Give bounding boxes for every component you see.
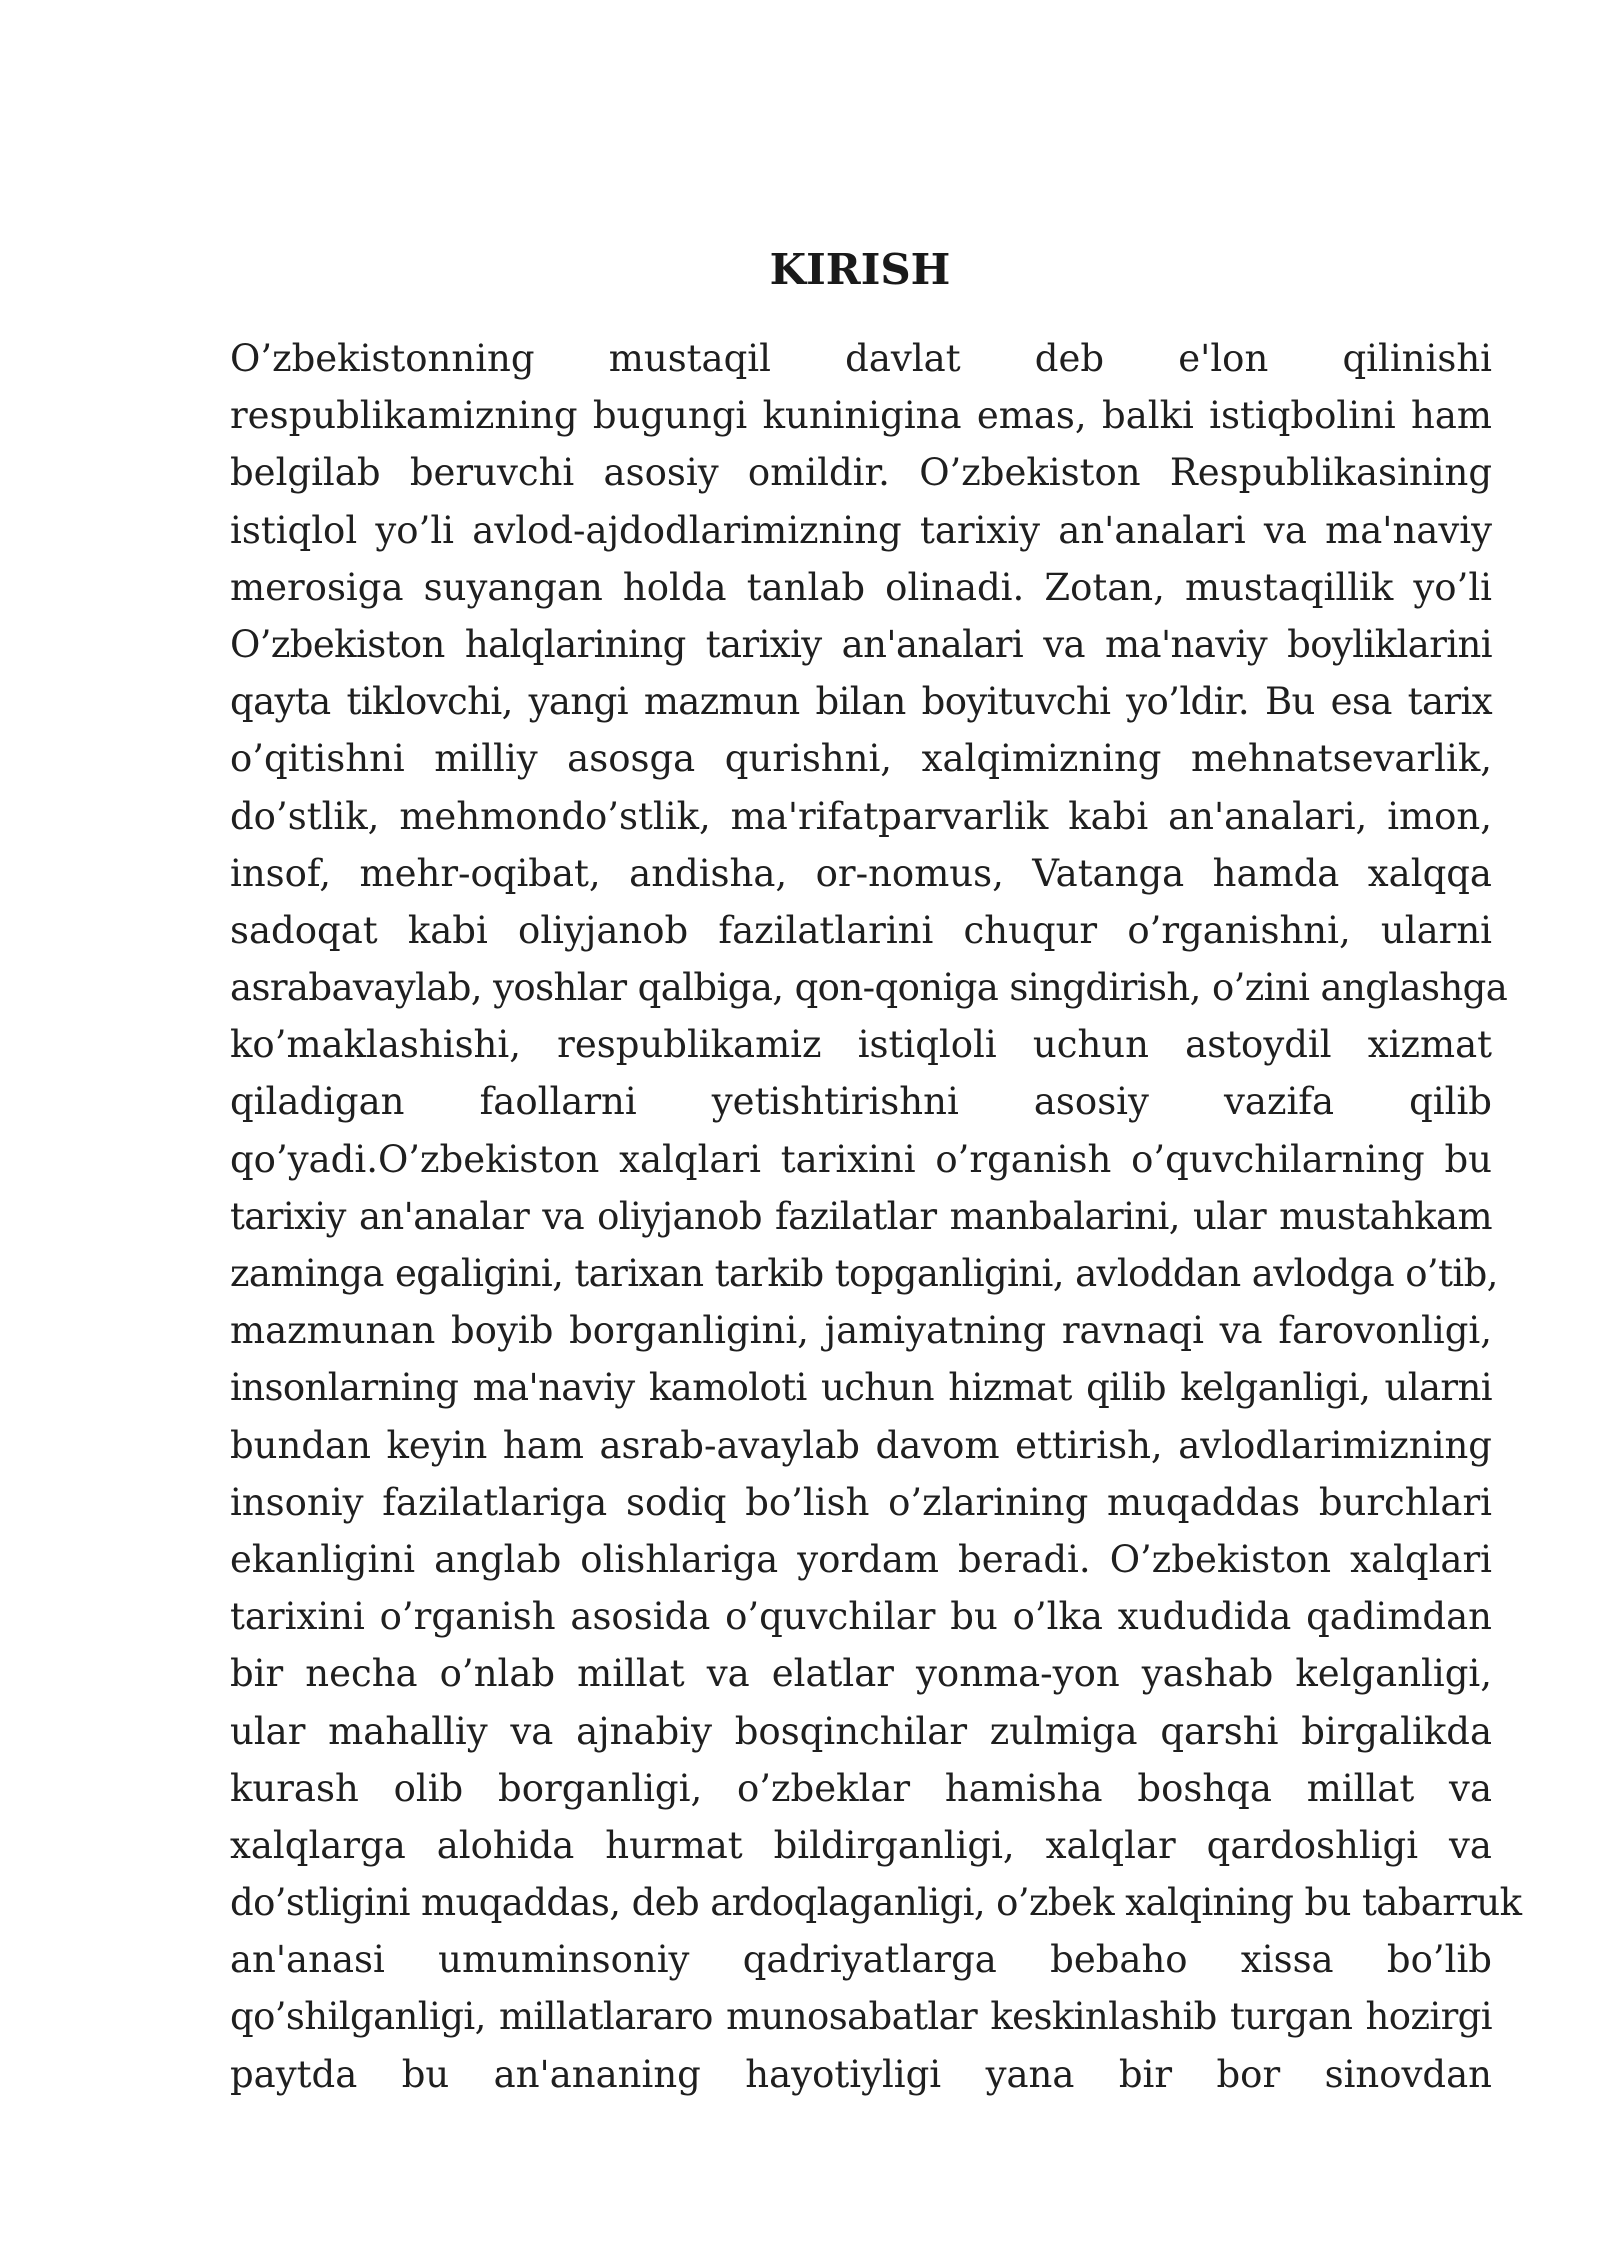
text-line: zaminga egaligini, tarixan tarkib topganligini, avloddan avlodga o’tib, xyxy=(230,1252,1498,1295)
section-title: KIRISH xyxy=(769,245,951,294)
text-line: xalqlarga alohida hurmat bildirganligi, xalqlar qardoshligi va xyxy=(230,1823,1492,1867)
text-line: merosiga suyangan holda tanlab olinadi. Zotan, mustaqillik yo’li xyxy=(230,565,1492,609)
text-line: qo’shilganligi, millatlararo munosabatlar keskinlashib turgan hozirgi xyxy=(230,1995,1492,2039)
body-paragraph xyxy=(230,330,1522,2103)
text-line: do’stligini muqaddas, deb ardoqlaganligi, o’zbek xalqining bu tabarruk xyxy=(230,1881,1522,1925)
text-line: O’zbekistonning mustaqil davlat deb e'lon qilinishi xyxy=(230,337,1492,380)
text-line: qo’yadi.O’zbekiston xalqlari tarixini o’rganish o’quvchilarning bu xyxy=(230,1137,1492,1181)
text-line: tarixini o’rganish asosida o’quvchilar bu o’lka xududida qadimdan xyxy=(230,1595,1492,1639)
text-line: tarixiy an'analar va oliyjanob fazilatlar manbalarini, ular mustahkam xyxy=(230,1194,1492,1238)
text-line: O’zbekiston halqlarining tarixiy an'analari va ma'naviy boyliklarini xyxy=(230,622,1492,666)
text-line: o’qitishni milliy asosga qurishni, xalqimizning mehnatsevarlik, xyxy=(230,737,1492,781)
text-line: ekanligini anglab olishlariga yordam beradi. O’zbekiston xalqlari xyxy=(230,1537,1492,1581)
text-line: an'anasi umuminsoniy qadriyatlarga bebaho xissa bo’lib xyxy=(230,1938,1492,1982)
text-line: ular mahalliy va ajnabiy bosqinchilar zulmiga qarshi birgalikda xyxy=(230,1709,1492,1753)
text-line: bundan keyin ham asrab-avaylab davom ettirish, avlodlarimizning xyxy=(230,1423,1492,1467)
text-line: bir necha o’nlab millat va elatlar yonma-yon yashab kelganligi, xyxy=(230,1652,1492,1696)
text-line: insonlarning ma'naviy kamoloti uchun hizmat qilib kelganligi, ularni xyxy=(230,1366,1492,1410)
text-line: belgilab beruvchi asosiy omildir. O’zbekiston Respublikasining xyxy=(230,451,1492,495)
text-line: insof, mehr-oqibat, andisha, or-nomus, Vatanga hamda xalqqa xyxy=(230,851,1492,895)
text-line: sadoqat kabi oliyjanob fazilatlarini chuqur o’rganishni, ularni xyxy=(230,908,1492,952)
text-line: qiladigan faollarni yetishtirishni asosiy vazifa qilib xyxy=(230,1080,1492,1124)
text-line: asrabavaylab, yoshlar qalbiga, qon-qoniga singdirish, o’zini anglashga xyxy=(230,966,1508,1010)
text-line: respublikamizning bugungi kuninigina emas, balki istiqbolini ham xyxy=(230,394,1492,438)
text-line: ko’maklashishi, respublikamiz istiqloli uchun astoydil xizmat xyxy=(230,1023,1492,1067)
text-line: istiqlol yo’li avlod-ajdodlarimizning tarixiy an'analari va ma'naviy xyxy=(230,508,1492,552)
text-line: do’stlik, mehmondo’stlik, ma'rifatparvarlik kabi an'analari, imon, xyxy=(230,794,1492,838)
text-line: kurash olib borganligi, o’zbeklar hamisha boshqa millat va xyxy=(230,1766,1492,1810)
text-line: qayta tiklovchi, yangi mazmun bilan boyituvchi yo’ldir. Bu esa tarix xyxy=(230,680,1492,724)
text-line: insoniy fazilatlariga sodiq bo’lish o’zlarining muqaddas burchlari xyxy=(230,1480,1492,1524)
text-line: paytda bu an'ananing hayotiyligi yana bir bor sinovdan xyxy=(230,2052,1492,2096)
text-line: mazmunan boyib borganligini, jamiyatning ravnaqi va farovonligi, xyxy=(230,1309,1492,1353)
